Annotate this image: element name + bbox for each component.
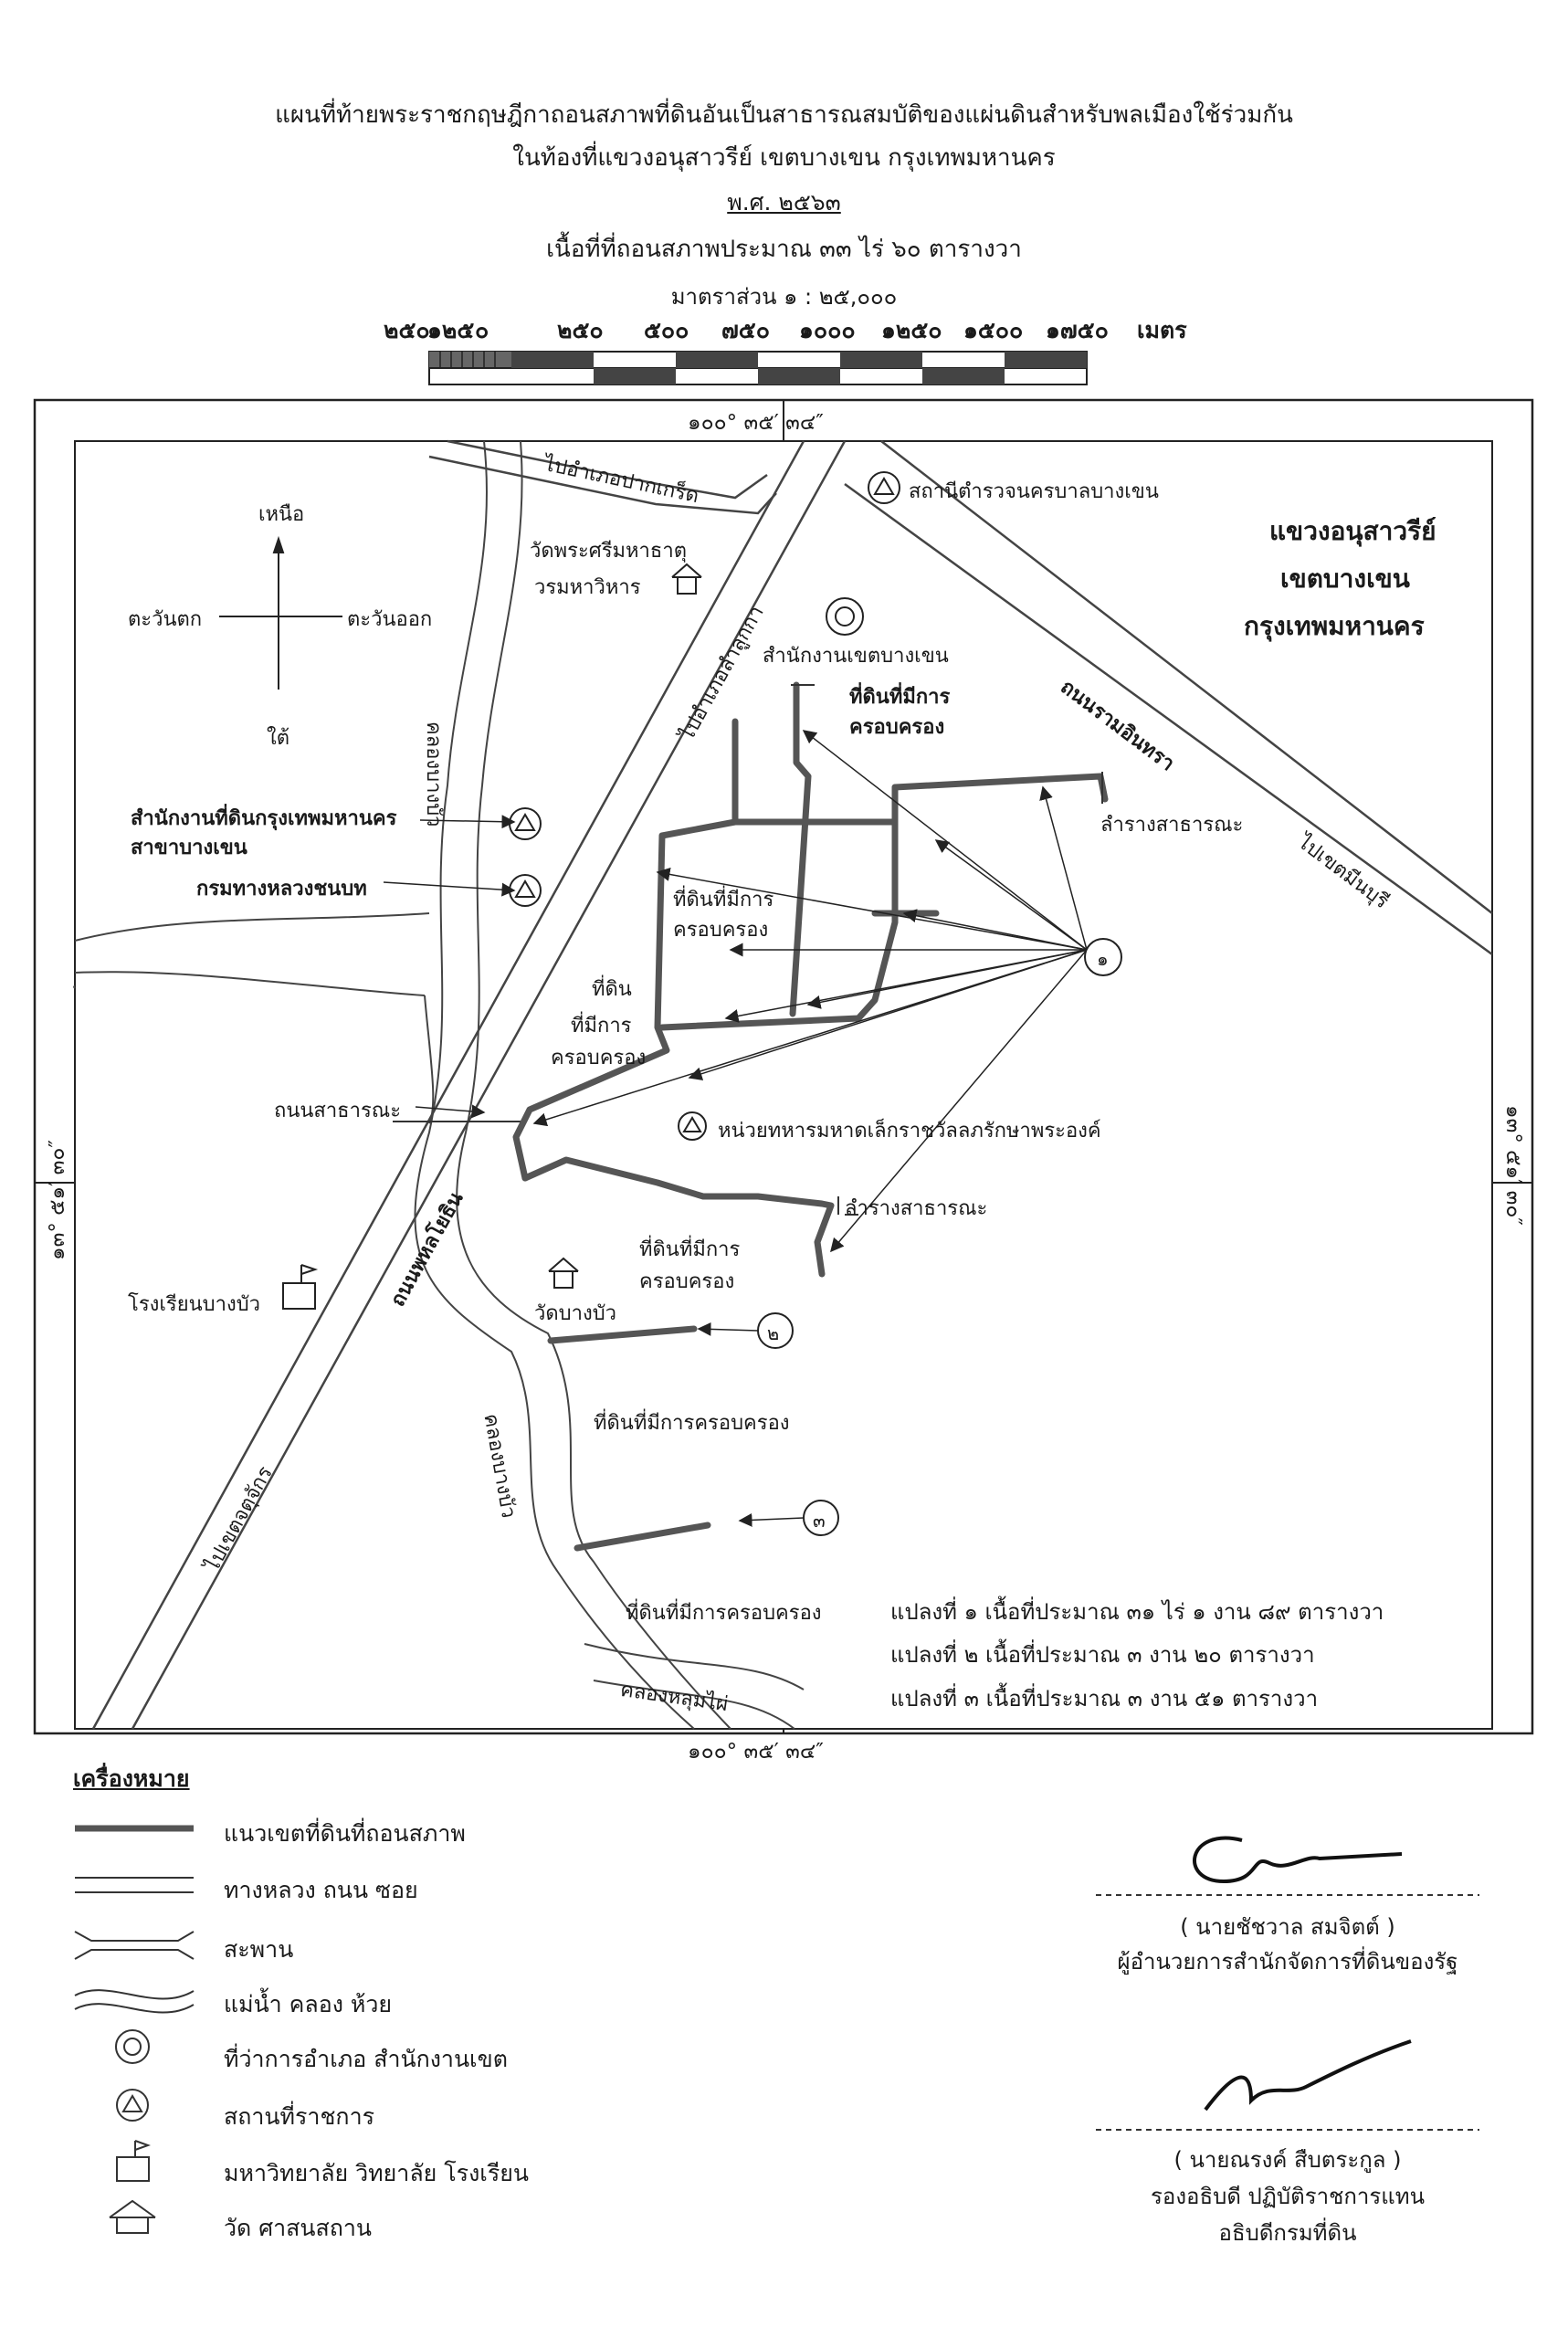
left-latitude: ๑๓° ๕๑′ ๓๐″ xyxy=(46,1139,69,1260)
scale-label: ๕๐๐ xyxy=(644,317,689,343)
legend-label: แม่น้ำ คลอง ห้วย xyxy=(224,1991,393,2017)
area-title-3: กรุงเทพมหานคร xyxy=(1244,611,1425,641)
label-marine-unit: หน่วยทหารมหาดเล็กราชวัลลภรักษาพระองค์ xyxy=(718,1120,1101,1143)
label-district-office: สำนักงานเขตบางเขน xyxy=(763,645,949,668)
outer-frame xyxy=(35,400,1532,1733)
label-to-chatuchak: ไปเขตจตุจักร xyxy=(201,1462,278,1576)
legend-label: สะพาน xyxy=(224,1936,294,1963)
office-arrows xyxy=(384,820,514,890)
label-public-ditch-2: ลำรางสาธารณะ xyxy=(845,1197,988,1220)
label-occupied-low-2: ครอบครอง xyxy=(639,1270,735,1293)
label-land-office-2: สาขาบางเขน xyxy=(131,837,247,859)
legend-label: มหาวิทยาลัย วิทยาลัย โรงเรียน xyxy=(224,2160,530,2186)
scale-label: ๑๗๕๐ xyxy=(1046,317,1109,343)
map-title-year: พ.ศ. ๒๕๖๓ xyxy=(727,189,841,216)
label-occupied-left-3: ครอบครอง xyxy=(551,1047,647,1069)
scale-label: ๗๕๐ xyxy=(721,317,770,343)
scale-label: ๑๒๕ xyxy=(427,317,475,343)
area-title-2: เขตบางเขน xyxy=(1280,563,1410,594)
area-title-1: แขวงอนุสาวรีย์ xyxy=(1269,516,1436,546)
label-occupied-top-1: ที่ดินที่มีการ xyxy=(849,686,951,709)
scale-label: ๑๒๕๐ xyxy=(881,317,942,343)
label-to-pak-kret: ไปอำเภอปากเกร็ด xyxy=(542,452,701,509)
label-police-station: สถานีตำรวจนครบาลบางเขน xyxy=(909,480,1159,503)
label-wat-sri-1: วัดพระศรีมหาธาตุ xyxy=(530,540,687,563)
compass-rose xyxy=(219,539,342,690)
label-to-min-buri: ไปเขตมีนบุรี xyxy=(1293,830,1393,914)
scale-bar xyxy=(429,352,1087,384)
signer-2-title-b: อธิบดีกรมที่ดิน xyxy=(1218,2220,1357,2246)
label-public-road: ถนนสาธารณะ xyxy=(274,1100,402,1122)
scale-label: ๑๐๐๐ xyxy=(799,317,856,343)
label-occupied-left-1: ที่ดิน xyxy=(592,978,632,1001)
plot-2-area: แปลงที่ ๒ เนื้อที่ประมาณ ๓ งาน ๒๐ ตารางวา xyxy=(890,1642,1315,1668)
label-wat-sri-2: วรมหาวิหาร xyxy=(534,576,641,599)
compass-west-label: ตะวันตก xyxy=(128,608,203,631)
legend-item xyxy=(73,1806,712,1852)
plot-marker-2-label: ๒ xyxy=(767,1322,780,1344)
signature-1 xyxy=(1194,1838,1402,1881)
label-ram-inthra-road: ถนนรามอินทรา xyxy=(1056,675,1179,776)
west-road xyxy=(74,913,433,1123)
legend-item xyxy=(73,2090,712,2135)
label-occupied-full-2: ที่ดินที่มีการครอบครอง xyxy=(626,1602,822,1625)
district-office-icon xyxy=(826,598,863,635)
plot-1-area: แปลงที่ ๑ เนื้อที่ประมาณ ๓๑ ไร่ ๑ งาน ๘๙ ตารางวา xyxy=(890,1599,1384,1625)
legend-label: สถานที่ราชการ xyxy=(224,2103,375,2130)
label-khlong-lum-phai: คลองหลุมไผ่ xyxy=(618,1678,730,1717)
compass-south-label: ใต้ xyxy=(267,727,290,750)
plot3-arrow xyxy=(740,1518,804,1521)
label-occupied-low-1: ที่ดินที่มีการ xyxy=(639,1238,741,1261)
legend-label: ที่ว่าการอำเภอ สำนักงานเขต xyxy=(224,2046,508,2072)
label-khlong-bang-bua-top: คลองบางบัว xyxy=(422,721,445,827)
label-bang-bua-school: โรงเรียนบางบัว xyxy=(128,1293,261,1316)
signer-1-title: ผู้อำนวยการสำนักจัดการที่ดินของรัฐ xyxy=(1117,1949,1458,1975)
plot-marker-3-label: ๓ xyxy=(813,1510,826,1532)
compass-east-label: ตะวันออก xyxy=(347,608,433,631)
legend-title: เครื่องหมาย xyxy=(73,1765,190,1792)
label-to-lam-luk-ka: ไปอำเภอลำลูกกา xyxy=(676,602,769,745)
signature-2 xyxy=(1205,2041,1411,2110)
signer-2-name: ( นายณรงค์ สืบตระกูล ) xyxy=(1173,2147,1402,2173)
label-wat-bang-bua: วัดบางบัว xyxy=(534,1302,617,1325)
signer-1-name: ( นายชัชวาล สมจิตต์ ) xyxy=(1180,1914,1395,1940)
scale-label: เมตร xyxy=(1137,317,1187,343)
label-phahon-yothin: ถนนพหลโยธิน xyxy=(386,1188,468,1311)
legend-item xyxy=(73,1863,712,1909)
area-withdrawn: เนื้อที่ที่ถอนสภาพประมาณ ๓๓ ไร่ ๖๐ ตารางวา xyxy=(546,236,1022,263)
label-rural-roads-dept: กรมทางหลวงชนบท xyxy=(196,878,367,900)
bottom-longitude: ๑๐๐° ๓๕′ ๓๔″ xyxy=(688,1740,824,1764)
label-occupied-full-1: ที่ดินที่มีการครอบครอง xyxy=(594,1412,790,1435)
scale-label: ๐ xyxy=(475,317,489,343)
label-public-ditch: ลำรางสาธารณะ xyxy=(1100,814,1244,837)
top-longitude: ๑๐๐° ๓๕′ ๓๔″ xyxy=(688,411,824,435)
legend-item xyxy=(73,2146,712,2192)
legend-label: วัด ศาสนสถาน xyxy=(224,2215,372,2241)
label-occupied-top-2: ครอบครอง xyxy=(849,716,945,739)
plot-marker-1-label: ๑ xyxy=(1097,948,1109,970)
compass-north-label: เหนือ xyxy=(258,503,305,526)
khlong-bang-bua xyxy=(415,441,731,1729)
plot2-arrow xyxy=(699,1329,758,1331)
scale-ratio: มาตราส่วน ๑ : ๒๕,๐๐๐ xyxy=(670,284,898,310)
legend-item xyxy=(73,2032,712,2078)
label-occupied-mid-2: ครอบครอง xyxy=(673,919,769,942)
school-icon xyxy=(283,1265,315,1309)
legend-label: ทางหลวง ถนน ซอย xyxy=(224,1877,418,1903)
label-occupied-left-2: ที่มีการ xyxy=(571,1015,632,1037)
signer-2-title-a: รองอธิบดี ปฏิบัติราชการแทน xyxy=(1151,2184,1425,2209)
map-title-line1: แผนที่ท้ายพระราชกฤษฎีกาถอนสภาพที่ดินอันเป็นสาธารณสมบัติของแผ่นดินสำหรับพลเมืองใช้ร่วมกัน xyxy=(275,101,1293,129)
right-latitude: ๑๓° ๕๑′ ๓๐″ xyxy=(1501,1105,1525,1227)
scale-label: ๒๕๐ xyxy=(384,317,430,343)
plot-3-area: แปลงที่ ๓ เนื้อที่ประมาณ ๓ งาน ๕๑ ตารางวา xyxy=(890,1686,1319,1711)
legend-label: แนวเขตที่ดินที่ถอนสภาพ xyxy=(224,1820,466,1847)
label-occupied-mid-1: ที่ดินที่มีการ xyxy=(673,889,774,911)
map-title-line2: ในท้องที่แขวงอนุสาวรีย์ เขตบางเขน กรุงเทพมหานคร xyxy=(512,144,1056,172)
legend-item xyxy=(73,2201,712,2247)
label-land-office-1: สำนักงานที่ดินกรุงเทพมหานคร xyxy=(131,807,397,830)
scale-label: ๒๕๐ xyxy=(557,317,604,343)
scale-label: ๑๕๐๐ xyxy=(963,317,1024,343)
legend-item xyxy=(73,1977,712,2023)
legend-item xyxy=(73,1922,712,1968)
label-khlong-bang-bua: คลองบางบัว xyxy=(479,1412,521,1521)
